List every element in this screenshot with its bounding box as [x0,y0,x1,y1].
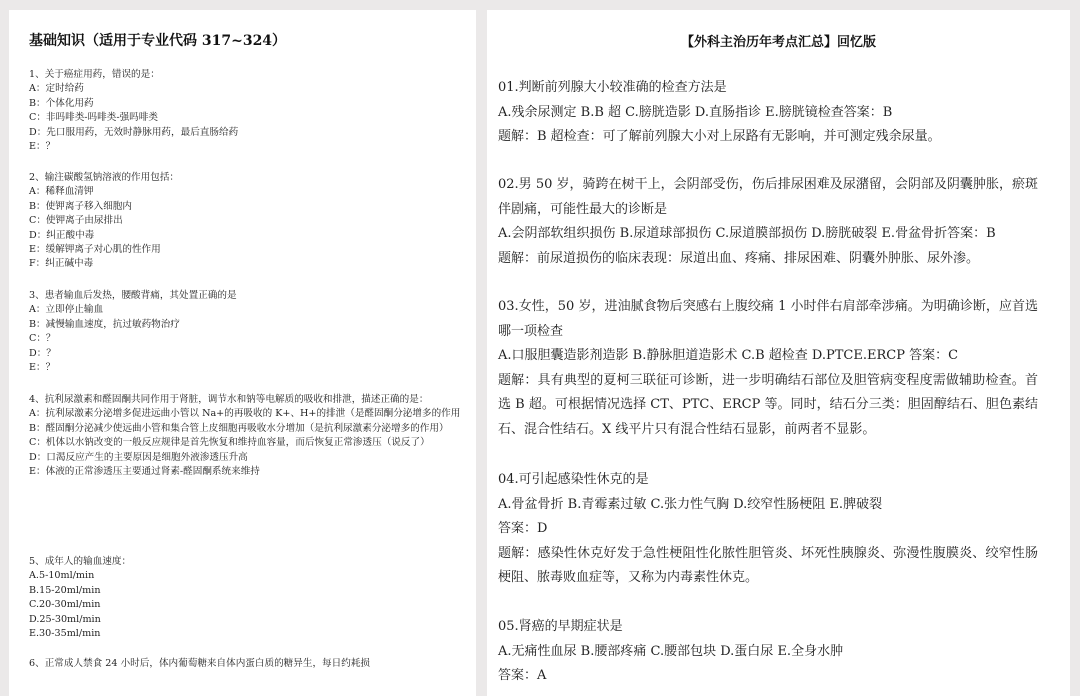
question-stem: 5、成年人的输血速度： [29,556,132,567]
option: C：非吗啡类-吗啡类-强吗啡类 [29,112,158,124]
option: E.30-35ml/min [29,628,101,640]
option: B：减慢输血速度，抗过敏药物治疗 [29,318,180,330]
option: D：纠正酸中毒 [29,229,95,241]
option: C.20-30ml/min [29,599,101,611]
left-page [9,10,476,696]
question-stem: 01.判断前列腺大小较准确的检查方法是 [498,80,727,95]
options-line: A.会阴部软组织损伤 B.尿道球部损伤 C.尿道膜部损伤 D.膀胱破裂 E.骨盆骨折答案：B [498,226,996,241]
option: C：？ [29,333,56,345]
options-line: A.口服胆囊造影剂造影 B.静脉胆道造影术 C.B 超检查 D.PTCE.ERCP 答案：C [498,348,959,363]
option: B.15-20ml/min [29,584,101,596]
right-page [487,10,1070,696]
question-6 [29,657,464,671]
option: A.5-10ml/min [29,570,95,582]
options-line: A.无痛性血尿 B.腰部疼痛 C.腰部包块 D.蛋白尿 E.全身水肿 [498,643,844,659]
option: C：使钾离子由尿排出 [29,215,123,227]
question-stem: 6、正常成人禁食 24 小时后，体内葡萄糖来自体内蛋白质的糖异生，每日约耗损 [29,658,371,669]
options-line: A.骨盆骨折 B.青霉素过敏 C.张力性气胸 D.绞窄性肠梗阻 E.脾破裂 [498,496,883,512]
question-stem: 02.男 50 岁，骑跨在树干上，会阴部受伤，伤后排尿困难及尿潴留，会阴部及阴囊肿胀，瘀斑伴剧痛，可能性最大的诊断是 [498,177,1038,217]
option: A：抗利尿激素分泌增多促进远曲小管以 Na+的再吸收的 K+、H+的排泄（是醛固酮分泌增多的作用 [29,408,461,420]
question-stem: 1、关于癌症用药，错误的是： [29,69,160,80]
question-1 [29,68,464,154]
question-stem: 05.肾癌的早期症状是 [498,619,623,634]
answer: 答案：A [498,668,547,683]
question-stem: 4、抗利尿激素和醛固酮共同作用于肾脏，调节水和钠等电解质的吸收和排泄，描述正确的是： [29,394,429,405]
option: D.25-30ml/min [29,613,101,625]
option: F：纠正碱中毒 [29,258,94,270]
option: E：体液的正常渗透压主要通过肾素-醛固酮系统来维持 [29,466,260,478]
question-3 [29,289,464,375]
option: B：个体化用药 [29,97,94,109]
option: D：口渴反应产生的主要原因是细胞外液渗透压升高 [29,451,248,463]
option: D：先口服用药，无效时静脉用药，最后直肠给药 [29,126,239,138]
question-stem: 03.女性，50 岁，进油腻食物后突感右上腹绞痛 1 小时伴右肩部牵涉痛。为明确诊断，应首选哪一项检查 [498,299,1038,339]
question-01 [498,76,1038,150]
question-2 [29,171,464,272]
option: C：机体以水钠改变的一般反应规律是首先恢复和维持血容量，而后恢复正常渗透压（说反了） [29,437,430,449]
option: D：？ [29,347,56,359]
explanation: 题解：B 超检查：可了解前列腺大小对上尿路有无影响，并可测定残余尿量。 [498,129,941,144]
option: E：？ [29,362,56,374]
answer: 答案：D [498,521,548,536]
question-04 [498,468,1038,591]
page-title: 【外科主治历年考点汇总】回忆版 [680,35,876,50]
question-4 [29,393,464,479]
question-05 [498,615,1038,689]
explanation: 题解：前尿道损伤的临床表现：尿道出血、疼痛、排尿困难、阴囊外肿胀、尿外渗。 [498,250,980,266]
option: E：？ [29,141,56,153]
option: B：使钾离子移入细胞内 [29,200,132,212]
option: A：定时给药 [29,83,84,95]
option: E：缓解钾离子对心肌的性作用 [29,244,161,256]
explanation: 题解：具有典型的夏柯三联征可诊断，进一步明确结石部位及胆管病变程度需做辅助检查。首选 B 超。可根据情况选择 CT、PTC、ERCP 等。同时，结石分三类：胆固醇结石、胆色素结石、混合性结石。X 线平片只有混合性结石显影，前两者不显影。 [498,372,1038,437]
question-stem: 2、输注碳酸氢钠溶液的作用包括： [29,172,180,183]
question-02 [498,173,1038,271]
option: A：立即停止输血 [29,304,104,316]
question-5 [29,555,464,641]
question-stem: 04.可引起感染性休克的是 [498,472,649,487]
page-title: 基础知识（适用于专业代码 317~324） [29,33,287,49]
option: B：醛固酮分泌减少使远曲小管和集合管上皮细胞再吸收水分增加（是抗利尿激素分泌增多的作用） [29,422,449,434]
options-line: A.残余尿测定 B.B 超 C.膀胱造影 D.直肠指诊 E.膀胱镜检查答案：B [498,104,893,120]
question-03 [498,295,1038,442]
explanation: 题解：感染性休克好发于急性梗阻性化脓性胆管炎、坏死性胰腺炎、弥漫性腹膜炎、绞窄性肠梗阻、脓毒败血症等，又称为内毒素性休克。 [498,545,1038,585]
question-stem: 3、患者输血后发热，腰酸背痛，其处置正确的是 [29,290,237,301]
option: A：稀释血清钾 [29,186,94,198]
